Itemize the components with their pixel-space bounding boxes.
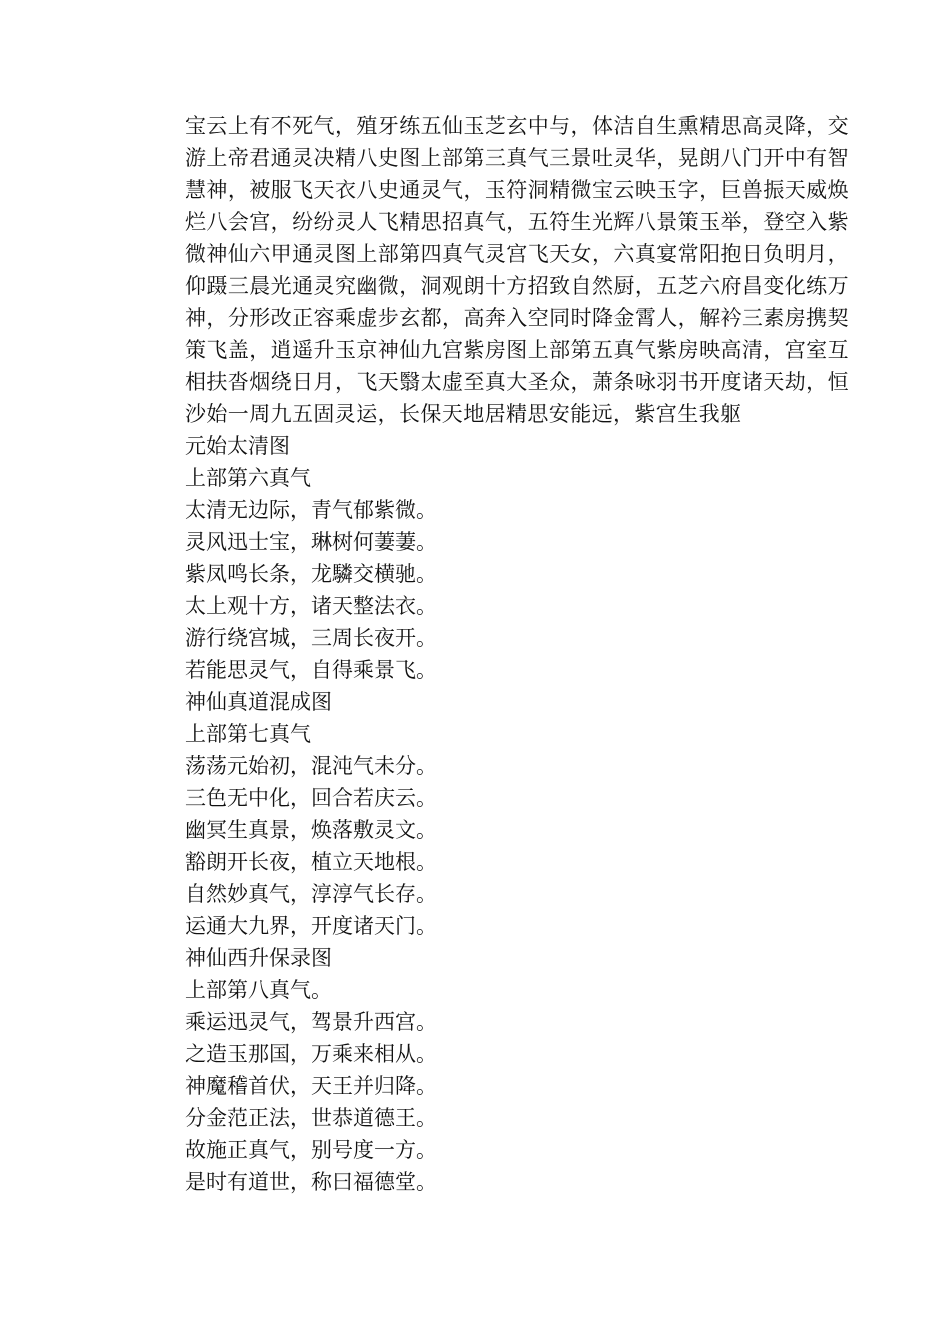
body-paragraph: 宝云上有不死气，殖牙练五仙玉芝玄中与，体洁自生熏精思高灵降，交游上帝君通灵决精八史图上部第三真气三景吐灵华，晃朗八门开中有智慧神，被服飞天衣八史通灵气，玉符洞精微宝云映玉字，巨兽振天威焕烂八会宫，纷纷灵人飞精思招真气，五符生光辉八景策玉举，登空入紫微神仙六甲通灵图上部第四真气灵宫飞天女，六真宴常阳抱日负明月，仰蹑三晨光通灵究幽微，洞观朗十方招致自然厨，五芝六府昌变化练万神，分形改正容乘虚步玄都，高奔入空同时降金霄人，解衿三素房携契策飞盖，逍遥升玉京神仙九宫紫房图上部第五真气紫房映高清，宫室互相扶沓烟绕日月，飞天翳太虚至真大圣众，萧条咏羽书开度诸天劫，恒沙始一周九五固灵运，长保天地居精思安能远，紫宫生我躯 (185, 114, 849, 426)
verse-line: 分金范正法，世恭道德王。 (185, 1106, 437, 1130)
verse-line: 自然妙真气，淳淳气长存。 (185, 882, 437, 906)
verse-line: 荡荡元始初，混沌气未分。 (185, 754, 437, 778)
document-page (185, 110, 849, 1198)
section-subtitle: 上部第七真气 (185, 722, 311, 746)
section-subtitle: 上部第八真气。 (185, 978, 332, 1002)
verse-line: 幽冥生真景，焕落敷灵文。 (185, 818, 437, 842)
verse-line: 故施正真气，别号度一方。 (185, 1138, 437, 1162)
verse-line: 神魔稽首伏，天王并归降。 (185, 1074, 437, 1098)
verse-line: 乘运迅灵气，驾景升西宫。 (185, 1010, 437, 1034)
verse-line: 是时有道世，称曰福德堂。 (185, 1170, 437, 1194)
verse-line: 运通大九界，开度诸天门。 (185, 914, 437, 938)
verse-line: 游行绕宫城，三周长夜开。 (185, 626, 437, 650)
section-xisheng (185, 942, 849, 1198)
verse-line: 豁朗开长夜，植立天地根。 (185, 850, 437, 874)
section-title: 神仙真道混成图 (185, 690, 332, 714)
section-title: 元始太清图 (185, 434, 290, 458)
section-subtitle: 上部第六真气 (185, 466, 311, 490)
section-taiqing (185, 430, 849, 686)
section-title: 神仙西升保录图 (185, 946, 332, 970)
section-huncheng (185, 686, 849, 942)
verse-line: 之造玉那国，万乘来相从。 (185, 1042, 437, 1066)
verse-line: 太上观十方，诸天整法衣。 (185, 594, 437, 618)
verse-line: 三色无中化，回合若庆云。 (185, 786, 437, 810)
verse-line: 紫凤鸣长条，龙驎交横驰。 (185, 562, 437, 586)
verse-line: 太清无边际，青气郁紫微。 (185, 498, 437, 522)
verse-line: 若能思灵气，自得乘景飞。 (185, 658, 437, 682)
verse-line: 灵风迅士宝，琳树何萋萋。 (185, 530, 437, 554)
